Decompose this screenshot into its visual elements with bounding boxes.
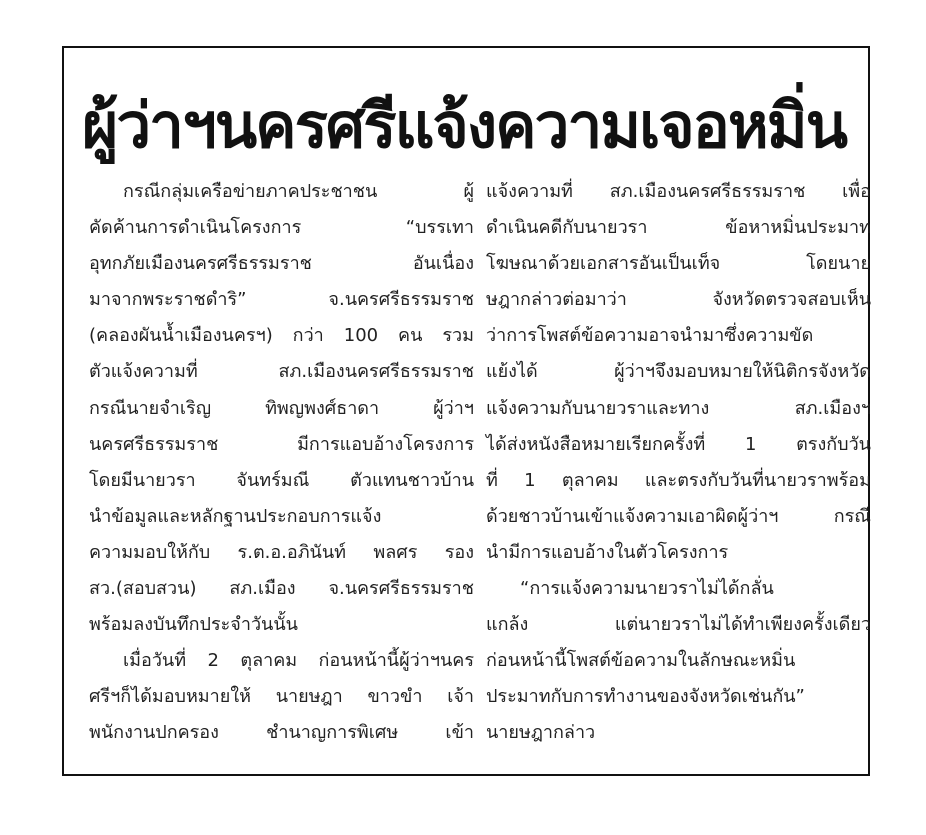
body-text-line: ก่อนหน้านี้โพสต์ข้อความในลักษณะหมิ่น [486, 650, 796, 672]
body-text-line: โดยมีนายวรา จันทร์มณี ตัวแทนชาวบ้าน [89, 469, 474, 491]
body-text-line: แจ้งความที่ สภ.เมืองนครศรีธรรมราช เพื่อ [486, 181, 871, 202]
body-text-line: พนักงานปกครอง ชำนาญการพิเศษ เข้า [89, 722, 474, 744]
body-text-line: ประมาทกับการทำงานของจังหวัดเช่นกัน” [486, 686, 805, 708]
right-column [486, 174, 871, 752]
body-text-line: ตัวแจ้งความที่ สภ.เมืองนครศรีธรรมราช [89, 361, 474, 383]
body-text-line: นำข้อมูลและหลักฐานประกอบการแจ้ง [89, 505, 382, 527]
body-text-line: ความมอบให้กับ ร.ต.อ.อภินันท์ พลศร รอง [89, 541, 474, 563]
body-text-line: กรณีนายจำเริญ ทิพญพงศ์ธาดา ผู้ว่าฯ [89, 397, 474, 419]
headline: ผู้ว่าฯนครศรีแจ้งความเจอหมิ่น [82, 89, 846, 162]
body-text-line: แจ้งความกับนายวราและทาง สภ.เมืองฯ [486, 397, 871, 419]
body-text-line: ษฎากล่าวต่อมาว่า จังหวัดตรวจสอบเห็น [486, 289, 871, 311]
body-text-line: ด้วยชาวบ้านเข้าแจ้งความเอาผิดผู้ว่าฯ กรณี [486, 505, 871, 527]
body-text-line: โฆษณาด้วยเอกสารอันเป็นเท็จ โดยนาย [486, 253, 871, 275]
body-text-line: คัดค้านการดำเนินโครงการ “บรรเทา [89, 217, 474, 239]
body-text-line: มาจากพระราชดำริ” จ.นครศรีธรรมราช [89, 289, 474, 311]
body-text-line: อุทกภัยเมืองนครศรีธรรมราช อันเนื่อง [89, 253, 474, 275]
body-text-line: ว่าการโพสต์ข้อความอาจนำมาซึ่งความขัด [486, 325, 814, 347]
left-column [89, 174, 474, 752]
body-text-line: เมื่อวันที่ 2 ตุลาคม ก่อนหน้านี้ผู้ว่าฯนคร [123, 650, 474, 672]
body-text-line: “การแจ้งความนายวราไม่ได้กลั่น [520, 578, 774, 600]
body-text-line: สว.(สอบสวน) สภ.เมือง จ.นครศรีธรรมราช [89, 578, 474, 600]
body-text-line: กรณีกลุ่มเครือข่ายภาคประชาชน ผู้ [123, 181, 474, 202]
body-text-line: ที่ 1 ตุลาคม และตรงกับวันที่นายวราพร้อม [486, 469, 871, 491]
body-text-line: นำมีการแอบอ้างในตัวโครงการ [486, 541, 729, 563]
body-text-line: นายษฎากล่าว [486, 722, 596, 744]
body-text-line: ได้ส่งหนังสือหมายเรียกครั้งที่ 1 ตรงกับวัน [486, 433, 871, 455]
body-text-line: แย้งได้ ผู้ว่าฯจึงมอบหมายให้นิติกรจังหวัด [486, 361, 871, 383]
body-text-line: แกล้ง แต่นายวราไม่ได้ทำเพียงครั้งเดียว [486, 614, 871, 636]
news-clipping [62, 46, 870, 776]
body-text-line: ดำเนินคดีกับนายวรา ข้อหาหมิ่นประมาท [486, 217, 871, 239]
body-text-line: (คลองผันน้ำเมืองนครฯ) กว่า 100 คน รวม [89, 325, 474, 347]
body-text-line: นครศรีธรรมราช มีการแอบอ้างโครงการ [89, 433, 474, 455]
body-text-line: พร้อมลงบันทึกประจำวันนั้น [89, 614, 298, 636]
body-text-line: ศรีฯก็ได้มอบหมายให้ นายษฎา ขาวขำ เจ้า [89, 686, 474, 708]
